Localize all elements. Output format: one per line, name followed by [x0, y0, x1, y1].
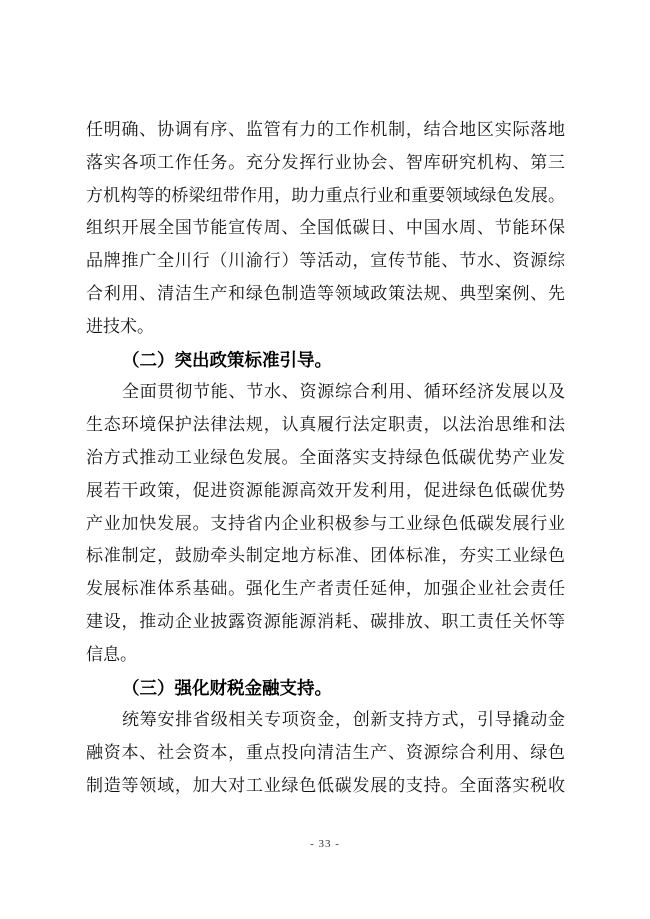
body-text-line: 方机构等的桥梁纽带作用，助力重点行业和重要领域绿色发展。 [86, 185, 565, 205]
body-text-line: 统筹安排省级相关专项资金，创新支持方式，引导撬动金 [122, 710, 565, 730]
body-text-line: 品牌推广全川行（川渝行）等活动，宣传节能、节水、资源综 [86, 251, 565, 271]
body-text-line: 制造等领域，加大对工业绿色低碳发展的支持。全面落实税收 [86, 775, 565, 795]
body-text-line: 进技术。 [86, 316, 154, 336]
body-text-line: 建设，推动企业披露资源能源消耗、碳排放、职工责任关怀等 [86, 611, 565, 631]
body-text-line: 全面贯彻节能、节水、资源综合利用、循环经济发展以及 [122, 382, 565, 402]
section-heading: （二）突出政策标准引导。 [122, 349, 332, 370]
body-text-line: 融资本、社会资本，重点投向清洁生产、资源综合利用、绿色 [86, 743, 565, 763]
body-text-line: 任明确、协调有序、监管有力的工作机制，结合地区实际落地 [86, 120, 565, 139]
body-text-line: 信息。 [86, 644, 137, 664]
body-text-line: 合利用、清洁生产和绿色制造等领域政策法规、典型案例、先 [86, 283, 565, 303]
body-text-line: 展若干政策，促进资源能源高效开发利用，促进绿色低碳优势 [86, 480, 565, 500]
page-number: - 33 - [310, 838, 340, 850]
section-heading: （三）强化财税金融支持。 [122, 677, 332, 698]
body-text-line: 发展标准体系基础。强化生产者责任延伸，加强企业社会责任 [86, 579, 565, 599]
body-text-line: 治方式推动工业绿色发展。全面落实支持绿色低碳优势产业发 [86, 447, 565, 467]
body-text-line: 组织开展全国节能宣传周、全国低碳日、中国水周、节能环保 [86, 218, 565, 238]
body-text-line: 生态环境保护法律法规，认真履行法定职责，以法治思维和法 [86, 415, 565, 435]
document-content [86, 114, 565, 803]
body-text-line: 产业加快发展。支持省内企业积极参与工业绿色低碳发展行业 [86, 513, 565, 533]
body-text-line: 标准制定，鼓励牵头制定地方标准、团体标准，夯实工业绿色 [86, 546, 565, 566]
body-text-line: 落实各项工作任务。充分发挥行业协会、智库研究机构、第三 [86, 152, 565, 172]
